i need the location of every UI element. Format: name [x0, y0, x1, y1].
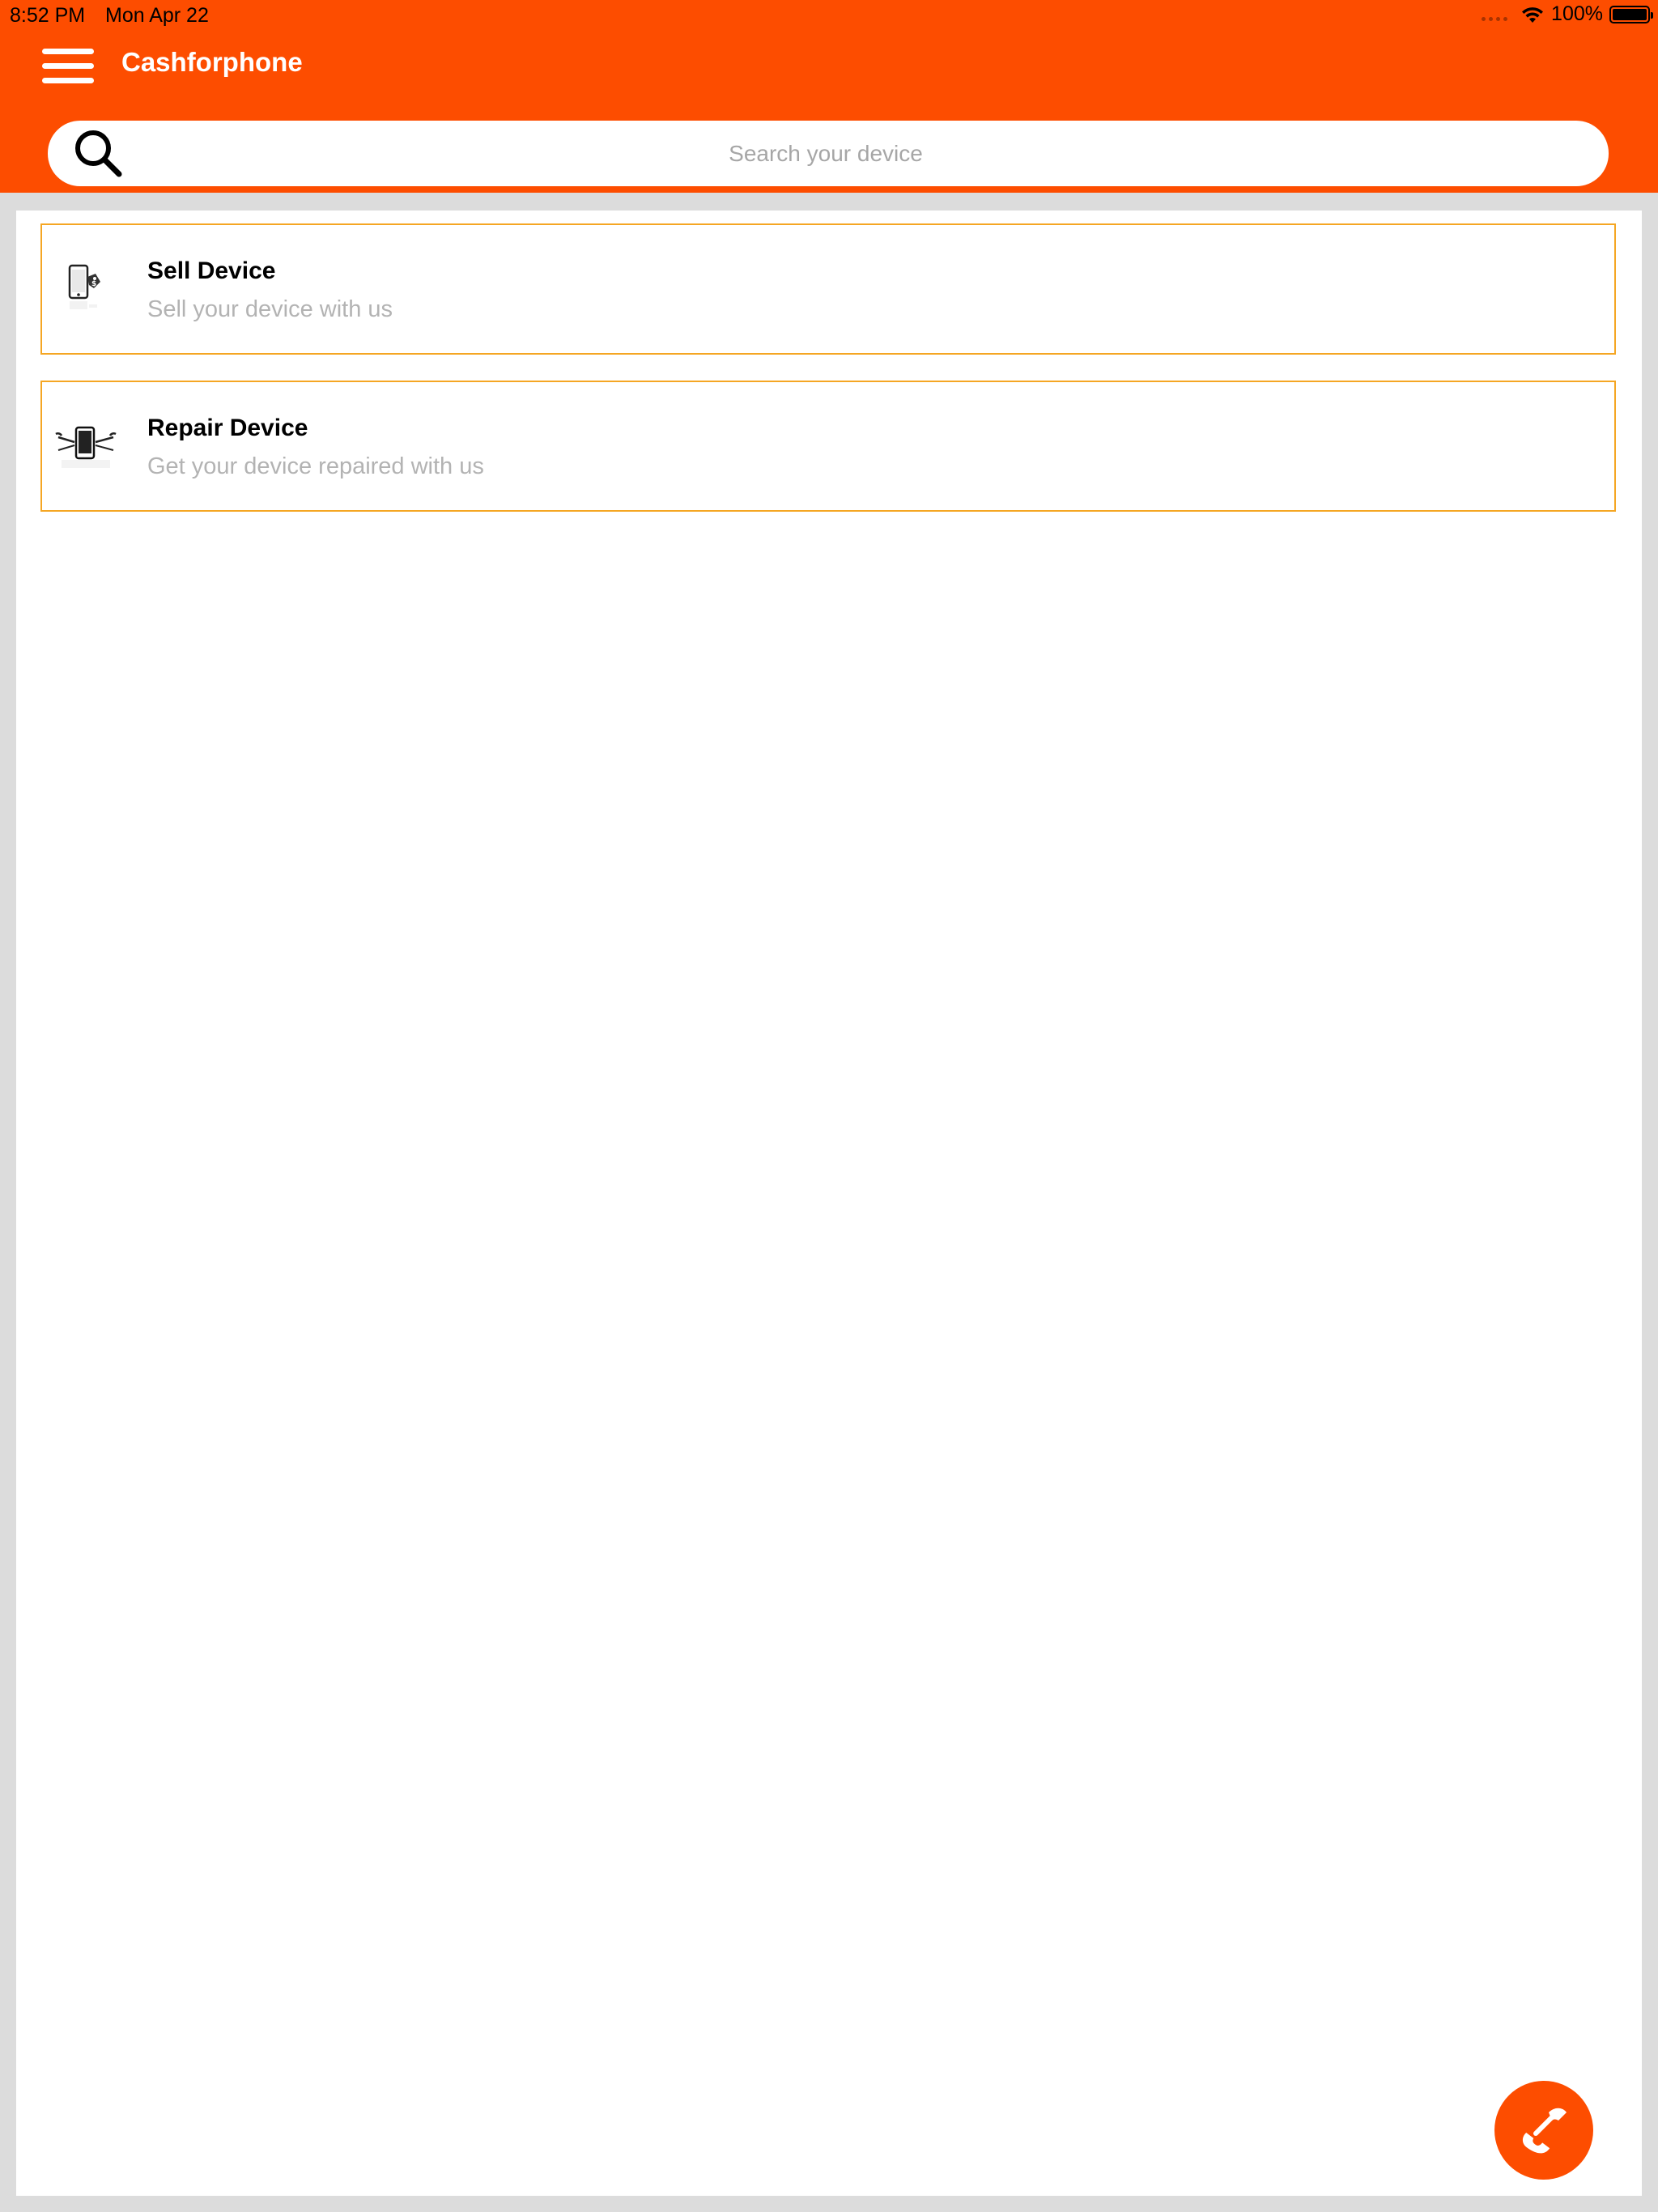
- sell-device-title: Sell Device: [147, 257, 276, 284]
- battery-percent: 100%: [1551, 2, 1603, 25]
- main-content: [16, 211, 1642, 2196]
- repair-device-subtitle: Get your device repaired with us: [147, 453, 484, 479]
- search-bar[interactable]: [48, 121, 1609, 186]
- search-icon: [72, 127, 125, 181]
- phone-wrench-icon: [53, 418, 118, 474]
- signal-icon: [1482, 17, 1507, 21]
- battery-icon: [1609, 6, 1650, 23]
- status-indicators: [1482, 2, 1650, 26]
- repair-device-title: Repair Device: [147, 415, 308, 441]
- svg-text:$: $: [91, 280, 97, 288]
- sell-device-card[interactable]: [40, 223, 1616, 355]
- status-date: Mon Apr 22: [105, 4, 209, 27]
- call-button[interactable]: [1494, 2081, 1593, 2180]
- status-bar: [0, 0, 1658, 32]
- wifi-icon: [1520, 5, 1545, 24]
- phone-price-tag-icon: [53, 261, 118, 317]
- app-header: [0, 0, 1658, 193]
- sell-device-subtitle: Sell your device with us: [147, 296, 393, 322]
- hamburger-menu-icon[interactable]: [42, 49, 94, 84]
- search-input[interactable]: [145, 121, 1602, 186]
- status-time: 8:52 PM: [10, 4, 86, 27]
- phone-call-icon: [1511, 2098, 1576, 2163]
- repair-device-card[interactable]: [40, 381, 1616, 512]
- app-title: Cashforphone: [121, 47, 303, 77]
